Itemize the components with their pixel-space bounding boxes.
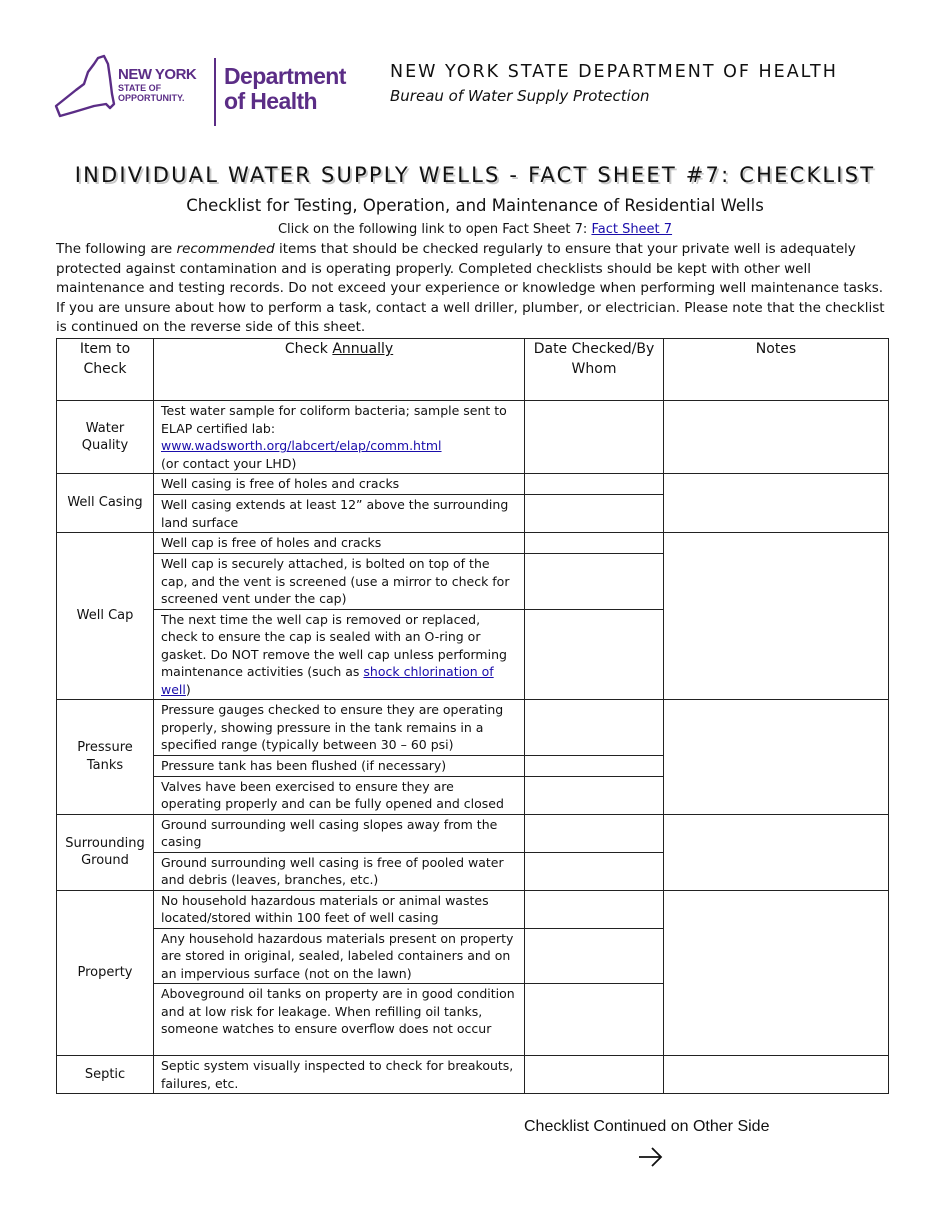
check-well-casing-2: Well casing extends at least 12” above the surrounding land surface <box>154 495 525 533</box>
header-item: Item to Check <box>57 339 154 401</box>
check-property-1: No household hazardous materials or animal wastes located/stored within 100 feet of well casing <box>154 890 525 928</box>
fact-sheet-link-line <box>0 222 950 237</box>
check-water-quality <box>154 401 525 474</box>
date-cell[interactable] <box>525 495 664 533</box>
notes-cell[interactable] <box>664 474 889 533</box>
item-well-casing: Well Casing <box>57 474 154 533</box>
wadsworth-elap-link[interactable]: www.wadsworth.org/labcert/elap/comm.html <box>161 438 442 453</box>
date-cell[interactable] <box>525 401 664 474</box>
date-cell[interactable] <box>525 984 664 1056</box>
date-cell[interactable] <box>525 609 664 700</box>
fact-sheet-7-link[interactable]: Fact Sheet 7 <box>591 222 673 237</box>
right-arrow-icon <box>638 1145 664 1169</box>
date-cell[interactable] <box>525 474 664 495</box>
check-septic-1: Septic system visually inspected to check for breakouts, failures, etc. <box>154 1056 525 1094</box>
notes-cell[interactable] <box>664 700 889 815</box>
check-pressure-tanks-2: Pressure tank has been flushed (if necessary) <box>154 755 525 776</box>
intro-emphasis: recommended <box>176 241 275 257</box>
continued-note: Checklist Continued on Other Side <box>524 1118 770 1135</box>
date-cell[interactable] <box>525 852 664 890</box>
logo-department <box>224 64 346 114</box>
table-row <box>57 700 889 756</box>
logo-state-tagline: STATE OF OPPORTUNITY. <box>118 83 185 103</box>
check-after: ) <box>185 681 191 697</box>
notes-cell[interactable] <box>664 814 889 890</box>
date-cell[interactable] <box>525 1056 664 1094</box>
check-well-cap-2: Well cap is securely attached, is bolted on top of the cap, and the vent is screened (use a mirror to check for screened vent under the cap) <box>154 554 525 610</box>
link-line-prefix: Click on the following link to open Fact Sheet 7: <box>277 222 592 237</box>
item-water-quality: Water Quality <box>57 401 154 474</box>
check-well-cap-3 <box>154 609 525 700</box>
date-cell[interactable] <box>525 700 664 756</box>
check-surrounding-ground-1: Ground surrounding well casing slopes away from the casing <box>154 814 525 852</box>
agency-name: NEW YORK STATE DEPARTMENT OF HEALTH <box>390 62 838 82</box>
check-property-3: Aboveground oil tanks on property are in good condition and at low risk for leakage. When refilling oil tanks, someone watches to ensure overflow does not occur <box>154 984 525 1056</box>
check-text: The next time the well cap is removed or replaced, check to ensure the cap is sealed with an O-ring or gasket. Do NOT remove the well cap unless performing maintenance activities (such as <box>161 611 507 679</box>
check-well-cap-1: Well cap is free of holes and cracks <box>154 533 525 554</box>
notes-cell[interactable] <box>664 401 889 474</box>
logo-department-line2: of Health <box>224 88 317 114</box>
logo-state-name: NEW YORK <box>118 66 197 83</box>
check-surrounding-ground-2: Ground surrounding well casing is free of pooled water and debris (leaves, branches, etc.) <box>154 852 525 890</box>
check-pressure-tanks-1: Pressure gauges checked to ensure they are operating properly, showing pressure in the tank remains in a specified range (typically between 30 – 60 psi) <box>154 700 525 756</box>
date-cell[interactable] <box>525 755 664 776</box>
checklist-table <box>56 338 889 1094</box>
page-title: INDIVIDUAL WATER SUPPLY WELLS - FACT SHEET #7: CHECKLIST <box>74 163 876 187</box>
table-row <box>57 533 889 554</box>
header-notes: Notes <box>664 339 889 401</box>
item-property: Property <box>57 890 154 1056</box>
intro-paragraph <box>56 240 896 338</box>
date-cell[interactable] <box>525 554 664 610</box>
header-check-prefix: Check <box>284 341 333 357</box>
page-subtitle: Checklist for Testing, Operation, and Maintenance of Residential Wells <box>186 196 764 215</box>
notes-cell[interactable] <box>664 1056 889 1094</box>
new-york-state-map-icon <box>54 54 118 128</box>
date-cell[interactable] <box>525 533 664 554</box>
table-row <box>57 814 889 852</box>
check-pressure-tanks-3: Valves have been exercised to ensure they are operating properly and can be fully opened and closed <box>154 776 525 814</box>
notes-cell[interactable] <box>664 533 889 700</box>
intro-part1: The following are <box>56 241 177 257</box>
check-after: (or contact your LHD) <box>161 455 297 471</box>
bureau-name: Bureau of Water Supply Protection <box>390 87 650 105</box>
logo-department-line1: Department <box>224 63 346 89</box>
table-row <box>57 890 889 928</box>
table-row <box>57 401 889 474</box>
item-pressure-tanks: Pressure Tanks <box>57 700 154 815</box>
table-row <box>57 474 889 495</box>
item-septic: Septic <box>57 1056 154 1094</box>
date-cell[interactable] <box>525 814 664 852</box>
date-cell[interactable] <box>525 776 664 814</box>
header-date: Date Checked/By Whom <box>525 339 664 401</box>
date-cell[interactable] <box>525 928 664 984</box>
nys-doh-logo <box>54 54 364 128</box>
check-text: Test water sample for coliform bacteria; sample sent to ELAP certified lab: <box>161 403 507 436</box>
logo-divider <box>214 58 216 126</box>
date-cell[interactable] <box>525 890 664 928</box>
header-check-annually: Annually <box>332 341 394 357</box>
check-property-2: Any household hazardous materials present on property are stored in original, sealed, labeled containers and on an impervious surface (not on the lawn) <box>154 928 525 984</box>
item-well-cap: Well Cap <box>57 533 154 700</box>
check-well-casing-1: Well casing is free of holes and cracks <box>154 474 525 495</box>
shock-chlorination-link[interactable]: shock chlorination of well <box>161 664 494 697</box>
table-row <box>57 1056 889 1094</box>
intro-part2: items that should be checked regularly to ensure that your private well is adequately protected against contamination and is operating properly. Completed checklists should be kept with other well maintenance and testing records. Do not exceed your experience or knowledge when performing well maintenance tasks. If you are unsure about how to perform a task, contact a well driller, plumber, or electrician. Please note that the checklist is continued on the reverse side of this sheet. <box>56 241 885 335</box>
table-header-row <box>57 339 889 401</box>
notes-cell[interactable] <box>664 890 889 1056</box>
item-surrounding-ground: Surrounding Ground <box>57 814 154 890</box>
header-check <box>154 339 525 401</box>
